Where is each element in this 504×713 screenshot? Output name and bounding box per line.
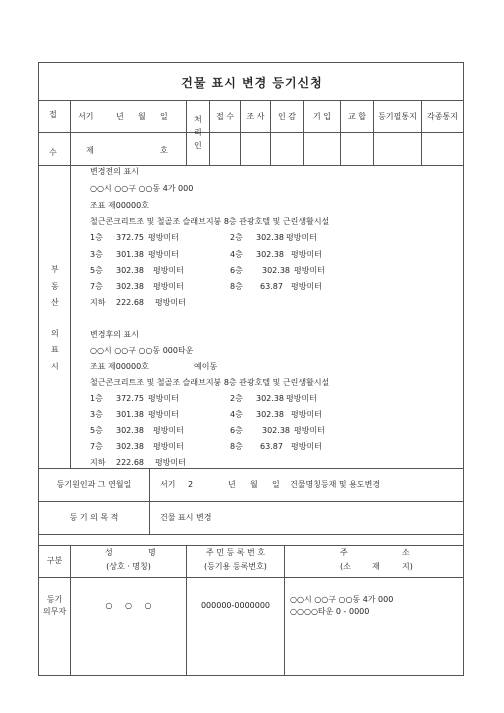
processor-char-2: 리 — [194, 128, 202, 137]
after-floor-area: 302.38 — [116, 426, 144, 435]
before-floor-unit: 평방미터 — [153, 282, 184, 291]
after-floor-area: 302.38 — [256, 410, 284, 419]
party-header-addr-1: 주 — [340, 548, 348, 557]
party-header-addr-3: (소 — [340, 562, 351, 571]
receipt-bottom-line — [38, 165, 464, 166]
after-structure: 철근콘크리트조 및 철골조 슬래브지붕 8층 관광호텔 및 근린생활시설 — [90, 378, 330, 387]
receipt-v9 — [421, 100, 422, 165]
property-label-6: 시 — [51, 362, 59, 371]
after-lot-extra: 예이동 — [194, 362, 218, 371]
after-floor-unit: 평방미터 — [148, 410, 179, 419]
before-floor-label: 1층 — [90, 233, 103, 242]
after-floor-area: 372.75 — [116, 394, 144, 403]
receipt-date-day: 일 — [160, 112, 168, 121]
before-floor-area: 302.38 — [256, 233, 284, 242]
before-basement-label: 지하 — [90, 298, 106, 307]
before-floor-area: 302.38 — [262, 266, 290, 275]
col-complete-notice: 등기필통지 — [378, 112, 417, 121]
before-floor-unit: 평방미터 — [148, 250, 179, 259]
before-floor-unit: 평방미터 — [148, 233, 179, 242]
party-header-addr-2: 소 — [402, 548, 410, 557]
property-label-1: 부 — [51, 265, 59, 274]
property-bottom-line — [38, 468, 464, 469]
cause-era: 서기 — [160, 480, 176, 489]
receipt-date-year: 년 — [116, 112, 124, 121]
property-label-4: 의 — [51, 329, 59, 338]
receipt-v4 — [240, 100, 241, 165]
obligor-id: 000000-0000000 — [200, 601, 271, 610]
after-basement-label: 지하 — [90, 458, 106, 467]
after-lot: 조표 제00000호 — [90, 362, 149, 371]
purpose-value: 건물 표시 변경 — [160, 513, 212, 522]
property-label-5: 표 — [51, 345, 59, 354]
receipt-date-month: 월 — [138, 112, 146, 121]
before-lot: 조표 제00000호 — [90, 201, 149, 210]
after-floor-area: 63.87 — [260, 442, 283, 451]
receipt-no-prefix: 제 — [86, 146, 94, 155]
after-floor-unit: 평방미터 — [148, 394, 179, 403]
receipt-label-bottom: 수 — [49, 148, 57, 157]
after-floor-unit: 평방미터 — [153, 426, 184, 435]
receipt-v8 — [373, 100, 374, 165]
party-header-addr-5: 지) — [402, 562, 413, 571]
after-basement-unit: 평방미터 — [155, 458, 186, 467]
after-floor-unit: 평방미터 — [294, 426, 325, 435]
cause-bottom-line — [38, 501, 464, 502]
after-floor-label: 3층 — [90, 410, 103, 419]
receipt-mid-line — [38, 132, 464, 133]
before-floor-area: 302.38 — [256, 250, 284, 259]
receipt-label-top: 접 — [49, 110, 57, 119]
before-structure: 철근콘크리트조 및 철골조 슬래브지붕 8층 관광호텔 및 근린생활시설 — [90, 217, 330, 226]
receipt-v5 — [270, 100, 271, 165]
col-survey: 조 사 — [246, 112, 265, 121]
before-floor-area: 301.38 — [116, 250, 144, 259]
receipt-top-line — [38, 100, 464, 101]
after-basement-area: 222.68 — [116, 458, 144, 467]
before-floor-label: 5층 — [90, 266, 103, 275]
before-floor-label: 6층 — [230, 266, 243, 275]
before-basement-area: 222.68 — [116, 298, 144, 307]
before-floor-area: 372.75 — [116, 233, 144, 242]
after-heading: 변경후의 표시 — [90, 330, 139, 339]
col-collation: 교 합 — [348, 112, 366, 121]
processor-char-3: 인 — [194, 141, 202, 150]
party-v3 — [284, 545, 285, 675]
party-row-label-1: 등기 — [46, 595, 63, 604]
receipt-v1 — [70, 100, 71, 165]
property-label-3: 산 — [51, 298, 59, 307]
before-basement-unit: 평방미터 — [155, 298, 186, 307]
frame-left — [38, 62, 39, 676]
party-header-id-sub: (등기용 등록번호) — [204, 562, 267, 571]
property-label-2: 동 — [51, 282, 59, 291]
frame-bottom — [38, 675, 464, 676]
receipt-v3 — [209, 100, 210, 165]
cause-month: 월 — [250, 480, 258, 489]
after-floor-label: 4층 — [230, 410, 243, 419]
before-floor-unit: 평방미터 — [291, 282, 322, 291]
after-floor-area: 301.38 — [116, 410, 144, 419]
cause-label: 등기원인과 그 연월일 — [56, 480, 132, 489]
party-header-addr-4: 재 — [372, 562, 380, 571]
before-floor-area: 302.38 — [116, 282, 144, 291]
obligor-address-line2: ○○○○타운 0 - 0000 — [290, 607, 370, 616]
party-header-category: 구분 — [46, 556, 63, 565]
col-various-notice: 각종통지 — [427, 112, 458, 121]
frame-top — [38, 62, 464, 63]
before-address: ○○시 ○○구 ○○동 4가 000 — [90, 184, 194, 193]
purpose-label: 등 기 의 목 적 — [69, 513, 119, 522]
party-top-line — [38, 545, 464, 546]
after-floor-label: 8층 — [230, 442, 243, 451]
before-floor-label: 7층 — [90, 282, 103, 291]
frame-right — [463, 62, 464, 676]
receipt-v2 — [186, 100, 187, 165]
after-floor-label: 2층 — [230, 394, 243, 403]
receipt-date-era: 서기 — [78, 112, 94, 121]
after-floor-label: 1층 — [90, 394, 103, 403]
before-heading: 변경전의 표시 — [90, 167, 139, 176]
before-floor-unit: 평방미터 — [286, 233, 317, 242]
after-floor-label: 5층 — [90, 426, 103, 435]
after-floor-area: 302.38 — [116, 442, 144, 451]
receipt-v6 — [303, 100, 304, 165]
before-floor-unit: 평방미터 — [291, 250, 322, 259]
after-floor-area: 302.38 — [256, 394, 284, 403]
before-floor-label: 4층 — [230, 250, 243, 259]
cause-year: 년 — [228, 480, 236, 489]
col-entry: 기 입 — [313, 112, 331, 121]
cause-day: 일 — [272, 480, 280, 489]
before-floor-label: 3층 — [90, 250, 103, 259]
after-floor-label: 6층 — [230, 426, 243, 435]
party-header-name-1: 성 — [105, 548, 113, 557]
before-floor-area: 63.87 — [260, 282, 283, 291]
before-floor-unit: 평방미터 — [153, 266, 184, 275]
cause-reason: 건물명칭등재 및 용도변경 — [290, 480, 381, 489]
after-floor-unit: 평방미터 — [153, 442, 184, 451]
party-row-label-2: 의무자 — [42, 607, 67, 616]
processor-char-1: 처 — [194, 115, 202, 124]
before-floor-label: 8층 — [230, 282, 243, 291]
before-floor-area: 302.38 — [116, 266, 144, 275]
cause-year-digit: 2 — [188, 480, 194, 489]
document-title: 건물 표시 변경 등기신청 — [181, 76, 323, 90]
after-floor-unit: 평방미터 — [286, 394, 317, 403]
after-floor-area: 302.38 — [262, 426, 290, 435]
party-header-id: 주 민 등 록 번 호 — [205, 548, 266, 557]
obligor-name: ○ ○ ○ — [105, 601, 152, 610]
receipt-v7 — [340, 100, 341, 165]
party-header-line — [38, 577, 464, 578]
purpose-bottom-line — [38, 534, 464, 535]
party-header-name-sub: (상호 · 명칭) — [106, 562, 151, 571]
col-receipt: 접 수 — [216, 112, 234, 121]
obligor-address-line1: ○○시 ○○구 ○○동 4가 000 — [290, 595, 394, 604]
after-floor-label: 7층 — [90, 442, 103, 451]
party-header-name-2: 명 — [148, 548, 156, 557]
before-floor-unit: 평방미터 — [294, 266, 325, 275]
receipt-no-suffix: 호 — [160, 146, 168, 155]
after-address: ○○시 ○○구 ○○동 000타운 — [90, 346, 194, 355]
after-floor-unit: 평방미터 — [291, 410, 322, 419]
before-floor-label: 2층 — [230, 233, 243, 242]
col-seal: 인 감 — [278, 112, 296, 121]
after-floor-unit: 평방미터 — [291, 442, 322, 451]
property-divider — [70, 165, 71, 468]
